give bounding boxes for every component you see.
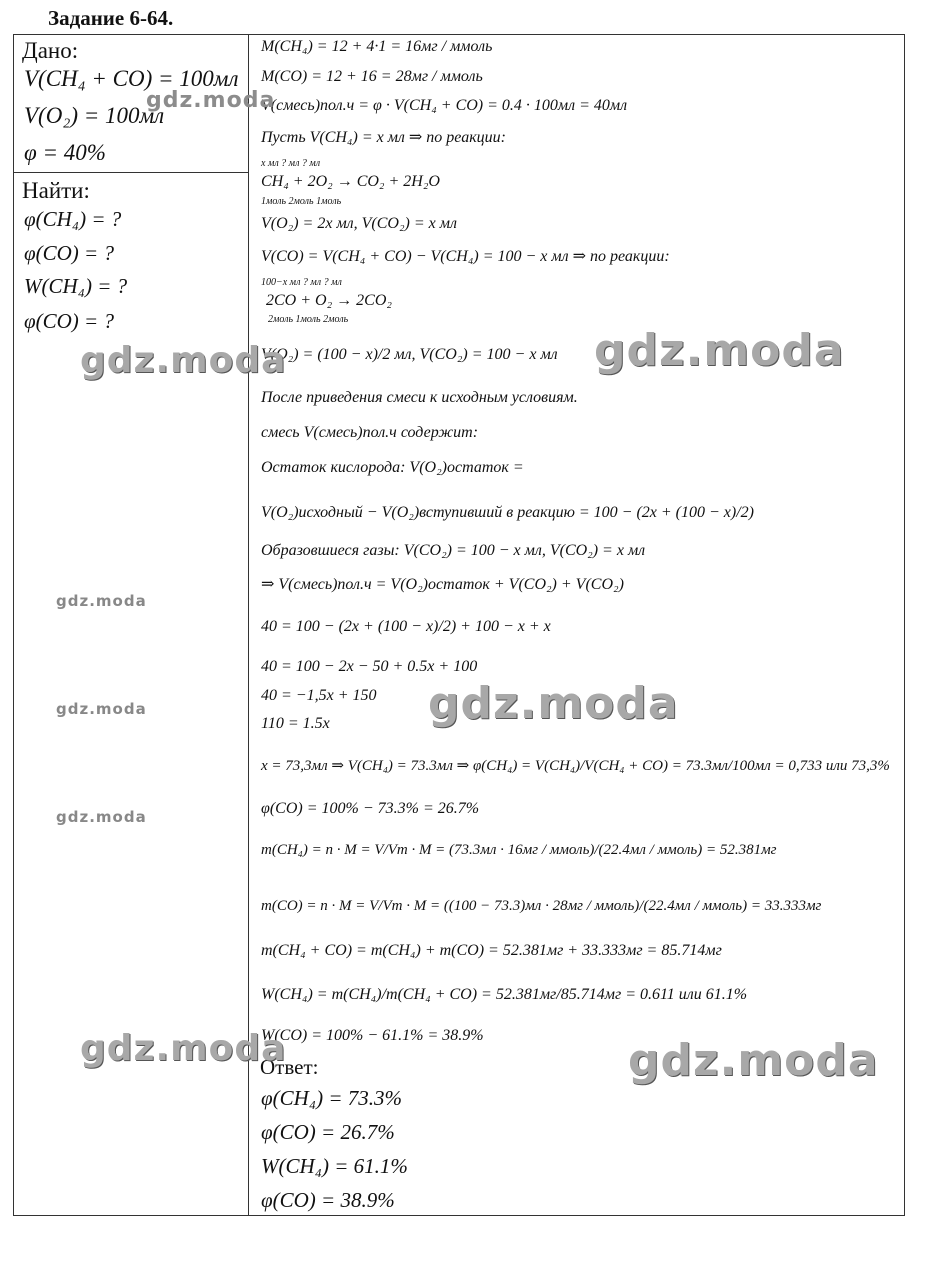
solution-line: m(CH₄ + CO) = m(CH₄) + m(CO) = 52.381мг + 33.333мг = 85.714мг xyxy=(261,942,722,959)
solution-line: x = 73,3мл ⇒ V(CH₄) = 73.3мл ⇒ φ(CH₄) = V(CH₄)/V(CH₄ + CO) = 73.3мл/100мл = 0,733 или 73,3% xyxy=(261,758,890,774)
answer-header: Ответ: xyxy=(260,1055,319,1079)
solution-line: V(смесь)пол.ч = φ · V(CH₄ + CO) = 0.4 · 100мл = 40мл xyxy=(261,97,628,114)
solution-line: V(O₂) = (100 − x)/2 мл, V(CO₂) = 100 − x мл xyxy=(261,346,558,363)
reaction-volumes: 100−x мл ? мл ? мл xyxy=(261,277,342,288)
solution-line: V(O₂)исходный − V(O₂)вступивший в реакцию = 100 − (2x + (100 − x)/2) xyxy=(261,504,755,521)
find-line: φ(CO) = ? xyxy=(24,309,114,333)
watermark: gdz.moda xyxy=(80,1028,287,1069)
watermark: gdz.moda xyxy=(56,700,147,718)
solution-line: m(CH₄) = n · M = V/Vm · M = (73.3мл · 16мг / ммоль)/(22.4мл / ммоль) = 52.381мг xyxy=(261,842,777,858)
solution-line: m(CO) = n · M = V/Vm · M = ((100 − 73.3)мл · 28мг / ммоль)/(22.4мл / ммоль) = 33.333мг xyxy=(261,898,822,914)
given-line: V(CH₄ + CO) = 100мл xyxy=(24,66,239,91)
solution-line: смесь V(смесь)пол.ч содержит: xyxy=(261,424,479,441)
solution-line: После приведения смеси к исходным условиям. xyxy=(261,389,578,406)
solution-line: V(CO) = V(CH₄ + CO) − V(CH₄) = 100 − x мл ⇒ по реакции: xyxy=(261,248,670,265)
task-title: Задание 6-64. xyxy=(48,6,174,30)
solution-line: M(CO) = 12 + 16 = 28мг / ммоль xyxy=(261,68,483,85)
watermark: gdz.moda xyxy=(56,592,147,610)
solution-line: 40 = 100 − 2x − 50 + 0.5x + 100 xyxy=(261,658,478,675)
find-line: W(CH₄) = ? xyxy=(24,274,128,298)
solution-line: 110 = 1.5x xyxy=(261,715,330,732)
answer-line: φ(CO) = 26.7% xyxy=(261,1120,395,1144)
solution-line: M(CH₄) = 12 + 4·1 = 16мг / ммоль xyxy=(261,38,493,55)
reaction-equation: 2CO + O₂ → 2CO₂ xyxy=(266,292,392,309)
solution-line: 40 = 100 − (2x + (100 − x)/2) + 100 − x + x xyxy=(261,618,551,635)
solution-line: ⇒ V(смесь)пол.ч = V(O₂)остаток + V(CO₂) + V(CO₂) xyxy=(261,576,624,593)
watermark: gdz.moda xyxy=(428,678,679,729)
given-header: Дано: xyxy=(22,38,79,63)
given-line: φ = 40% xyxy=(24,140,106,165)
solution-line: Пусть V(CH₄) = x мл ⇒ по реакции: xyxy=(261,129,507,146)
solution-line: V(O₂) = 2x мл, V(CO₂) = x мл xyxy=(261,215,457,232)
answer-line: W(CH₄) = 61.1% xyxy=(261,1154,408,1178)
solution-line: 40 = −1,5x + 150 xyxy=(261,687,377,704)
solution-line: W(CH₄) = m(CH₄)/m(CH₄ + CO) = 52.381мг/85.714мг = 0.611 или 61.1% xyxy=(261,986,748,1003)
solution-line: Остаток кислорода: V(O₂)остаток = xyxy=(261,459,524,476)
reaction-moles: 1моль 2моль 1моль xyxy=(261,196,342,207)
find-line: φ(CO) = ? xyxy=(24,241,114,265)
answer-line: φ(CH₄) = 73.3% xyxy=(261,1086,402,1110)
reaction-moles: 2моль 1моль 2моль xyxy=(268,314,349,325)
solution-line: φ(CO) = 100% − 73.3% = 26.7% xyxy=(261,800,480,817)
answer-line: φ(CO) = 38.9% xyxy=(261,1188,395,1212)
given-find-divider xyxy=(13,172,249,173)
watermark: gdz.moda xyxy=(80,340,287,381)
solution-line: Образовшиеся газы: V(CO₂) = 100 − x мл, V(CO₂) = x мл xyxy=(261,542,646,559)
given-line: V(O₂) = 100мл xyxy=(24,103,165,128)
watermark: gdz.moda xyxy=(56,808,147,826)
watermark: gdz.moda xyxy=(146,88,276,113)
watermark: gdz.moda xyxy=(594,325,845,376)
reaction-volumes: x мл ? мл ? мл xyxy=(261,158,321,169)
solution-line: W(CO) = 100% − 61.1% = 38.9% xyxy=(261,1027,484,1044)
reaction-equation: CH₄ + 2O₂ → CO₂ + 2H₂O xyxy=(261,173,440,190)
watermark: gdz.moda xyxy=(628,1035,879,1086)
find-header: Найти: xyxy=(22,178,90,203)
find-line: φ(CH₄) = ? xyxy=(24,207,122,231)
